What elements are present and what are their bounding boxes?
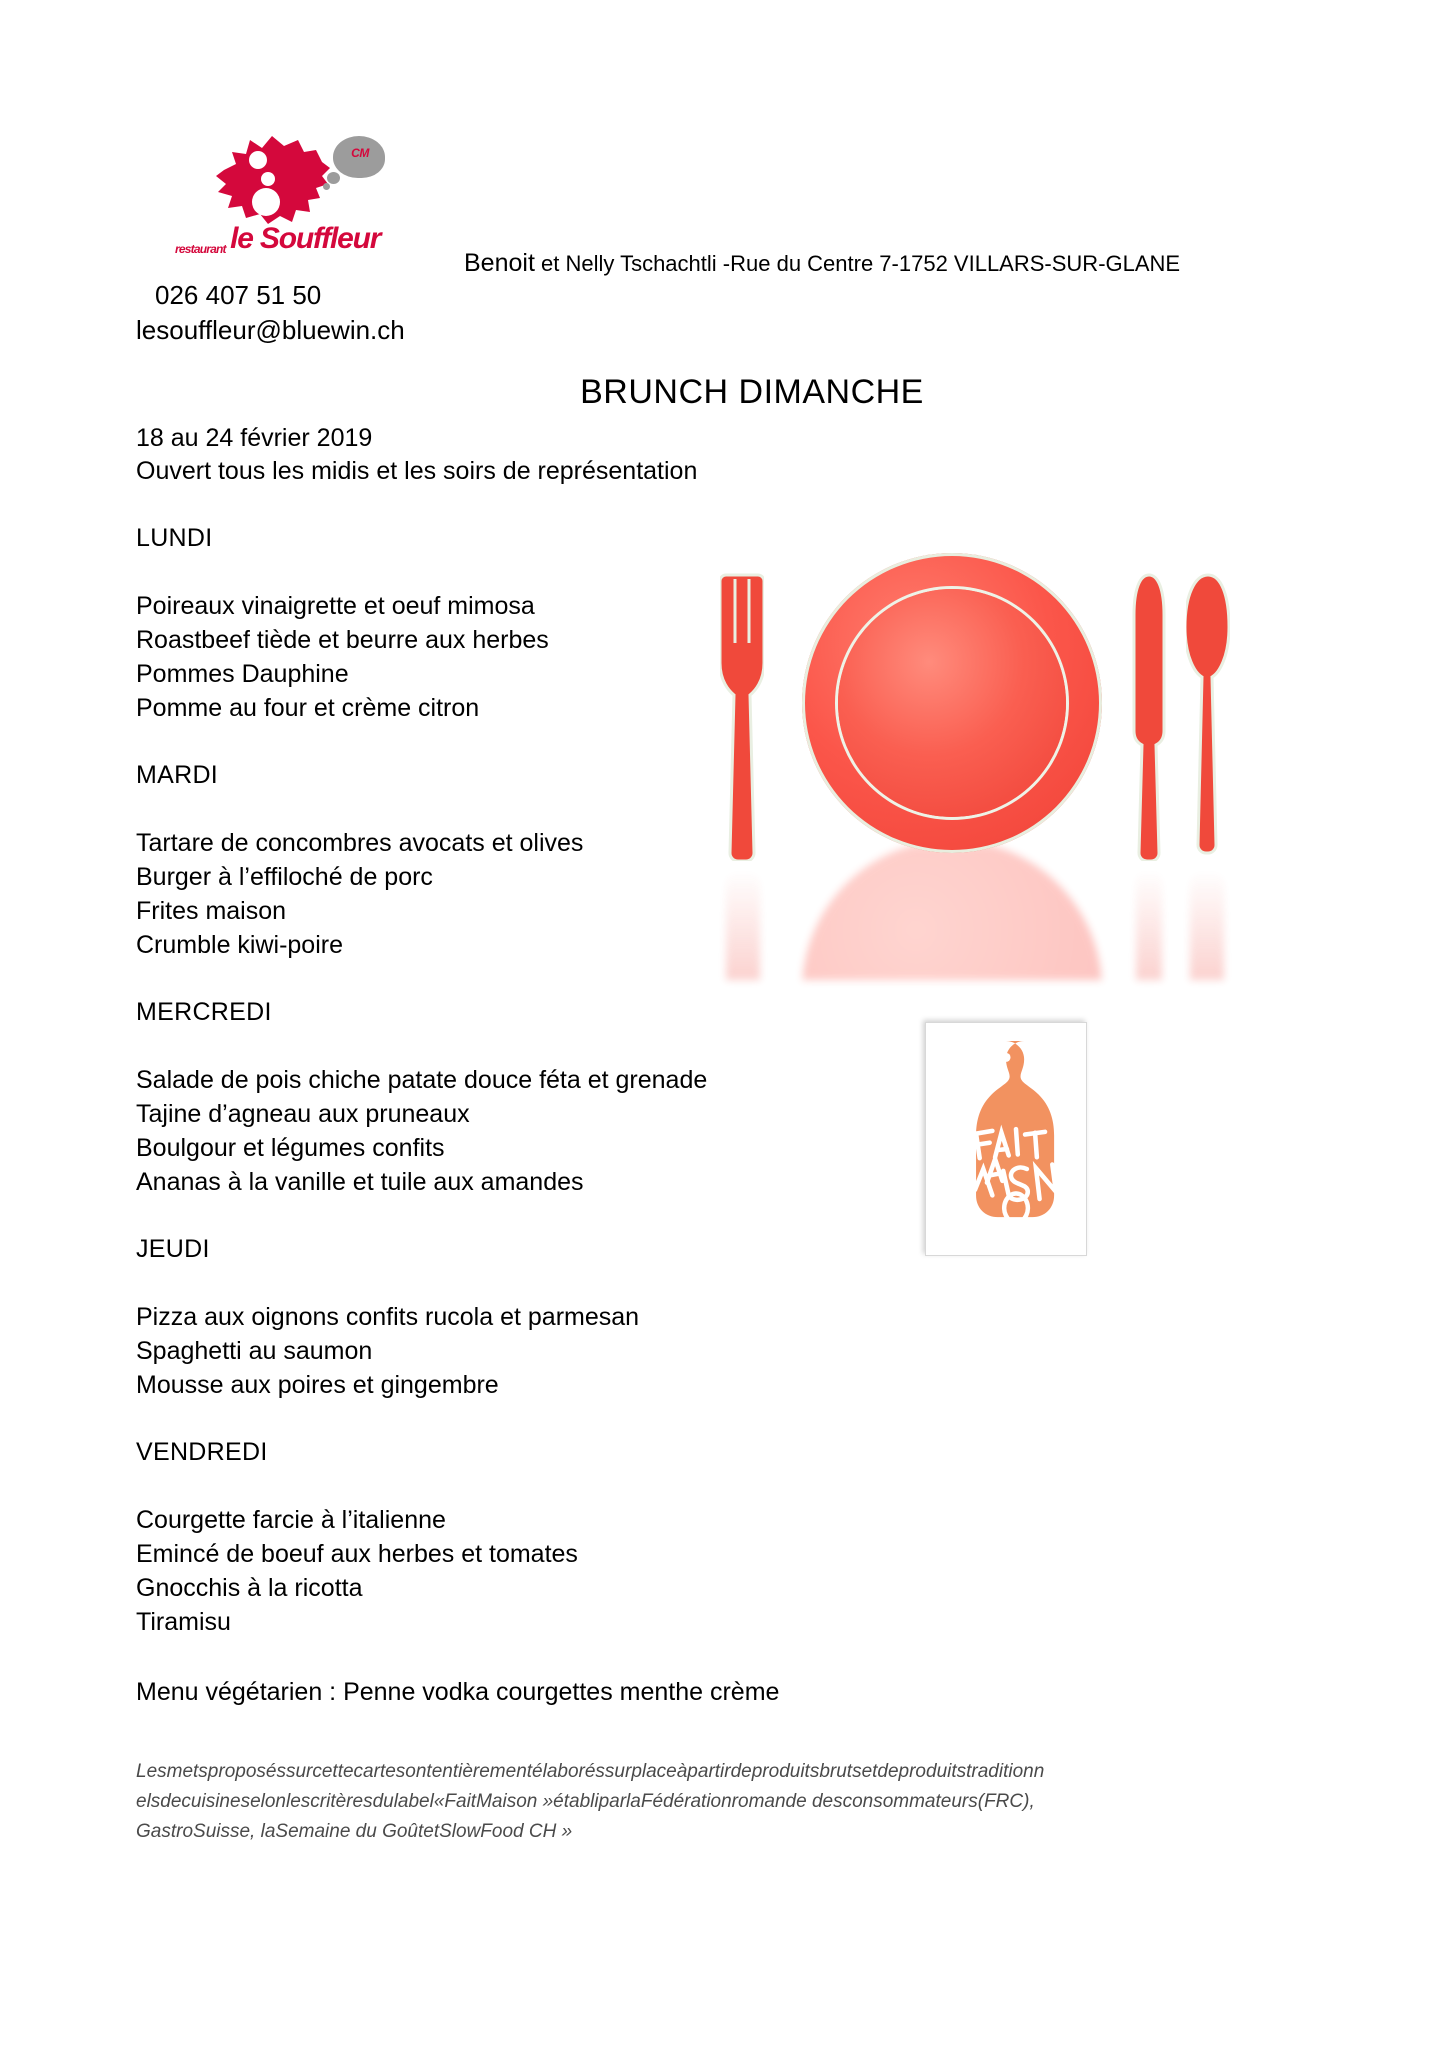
day-section-mercredi xyxy=(136,995,836,1199)
dish-item: Spaghetti au saumon xyxy=(136,1337,373,1365)
dish-list xyxy=(136,1063,836,1199)
dish-item: Boulgour et légumes confits xyxy=(136,1134,445,1162)
dish-item: Salade de pois chiche patate douce féta et grenade xyxy=(136,1066,708,1094)
day-section-vendredi xyxy=(136,1435,836,1639)
table-setting-illustration xyxy=(720,545,1340,975)
fait-maison-badge xyxy=(925,1022,1087,1256)
dish-item: Ananas à la vanille et tuile aux amandes xyxy=(136,1168,584,1196)
knife-icon xyxy=(1132,571,1166,861)
fork-icon xyxy=(720,571,764,861)
date-range: 18 au 24 février 2019 xyxy=(136,424,373,452)
day-heading: MARDI xyxy=(136,761,219,789)
dish-item: Tiramisu xyxy=(136,1608,231,1636)
plate-icon xyxy=(802,553,1102,853)
dish-item: Tartare de concombres avocats et olives xyxy=(136,829,584,857)
dish-item: Pizza aux oignons confits rucola et parmesan xyxy=(136,1303,640,1331)
logo-wordmark xyxy=(175,222,397,256)
illustration-reflection xyxy=(720,845,1340,980)
dish-item: Frites maison xyxy=(136,897,287,925)
logo-bubble-text: CM xyxy=(351,146,369,160)
day-heading: VENDREDI xyxy=(136,1438,268,1466)
address-rest: et Nelly Tschachtli -Rue du Centre 7-1752 VILLARS-SUR-GLANE xyxy=(534,251,1181,276)
dish-item: Tajine d’agneau aux pruneaux xyxy=(136,1100,470,1128)
dish-item: Pommes Dauphine xyxy=(136,660,349,688)
footer-line: elsdecuisineselonlescritèresdulabel«FaitMaison »établiparlaFédérationromande desconsommateurs(FRC), xyxy=(136,1791,1035,1812)
cutting-board-icon xyxy=(947,1039,1065,1226)
dish-item: Poireaux vinaigrette et oeuf mimosa xyxy=(136,592,535,620)
souffleur-head-icon xyxy=(210,130,338,226)
footer-disclaimer xyxy=(136,1757,1306,1847)
day-heading: JEUDI xyxy=(136,1235,210,1263)
dish-item: Gnocchis à la ricotta xyxy=(136,1574,363,1602)
phone-number: 026 407 51 50 xyxy=(155,280,322,310)
day-heading: MERCREDI xyxy=(136,998,272,1026)
footer-line: GastroSuisse, laSemaine du GoûtetSlowFood CH » xyxy=(136,1821,573,1842)
dish-item: Crumble kiwi-poire xyxy=(136,931,343,959)
proprietor-name: Benoit xyxy=(464,249,535,277)
dish-item: Emincé de boeuf aux herbes et tomates xyxy=(136,1540,578,1568)
dish-item: Roastbeef tiède et beurre aux herbes xyxy=(136,626,549,654)
spoon-icon xyxy=(1186,571,1230,861)
dish-item: Courgette farcie à l’italienne xyxy=(136,1506,446,1534)
logo-name-text: le Souffleur xyxy=(230,222,381,255)
day-heading: LUNDI xyxy=(136,524,213,552)
page-title: BRUNCH DIMANCHE xyxy=(580,373,924,411)
restaurant-logo xyxy=(175,130,395,255)
logo-prefix-text: restaurant xyxy=(175,242,226,256)
dish-list xyxy=(136,1503,836,1639)
dish-list xyxy=(136,1300,836,1402)
dish-item: Burger à l’effiloché de porc xyxy=(136,863,433,891)
vegetarian-menu-line: Menu végétarien : Penne vodka courgettes menthe crème xyxy=(136,1678,780,1706)
speech-bubble-icon xyxy=(323,136,385,188)
address-line xyxy=(464,249,1180,278)
email-address: lesouffleur@bluewin.ch xyxy=(136,315,405,345)
day-section-jeudi xyxy=(136,1232,836,1402)
footer-line: Lesmetsproposéssurcettecartesontentièrementélaboréssurplaceàpartirdeproduitsbrutsetdeproduitstraditionn xyxy=(136,1761,1045,1782)
dish-item: Mousse aux poires et gingembre xyxy=(136,1371,499,1399)
dish-item: Pomme au four et crème citron xyxy=(136,694,480,722)
opening-hours: Ouvert tous les midis et les soirs de représentation xyxy=(136,457,698,485)
